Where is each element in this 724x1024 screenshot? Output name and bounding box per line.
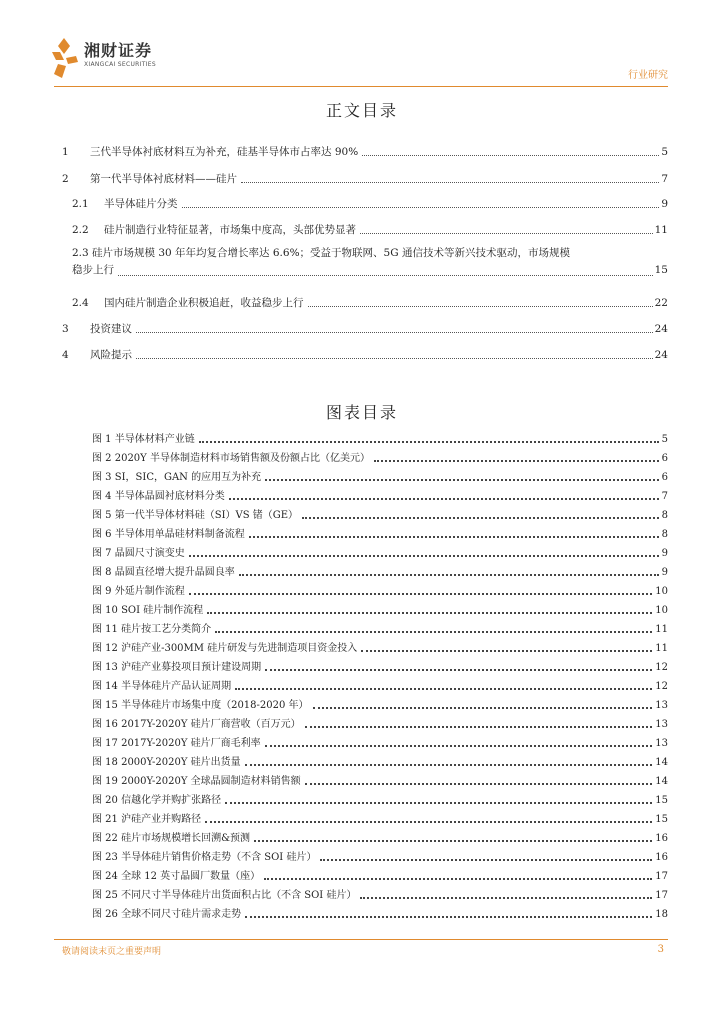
figure-item[interactable] [92, 846, 668, 865]
figure-label: 图 12 沪硅产业-300MM 硅片研发与先进制造项目资金投入 [92, 643, 358, 654]
figure-label: 图 5 第一代半导体材料硅（SI）VS 锗（GE） [92, 510, 299, 521]
toc-item[interactable] [62, 245, 668, 279]
toc-item-page: 11 [654, 224, 668, 236]
figure-item[interactable] [92, 523, 668, 542]
leader-dots [305, 726, 653, 728]
figure-item[interactable] [92, 808, 668, 827]
figure-item[interactable] [92, 732, 668, 751]
toc-item-number: 3 [62, 323, 69, 335]
toc-item[interactable] [62, 197, 668, 211]
figure-page: 13 [655, 719, 668, 730]
figure-label: 图 9 外延片制作流程 [92, 586, 185, 597]
figure-item[interactable] [92, 789, 668, 808]
figure-item[interactable] [92, 466, 668, 485]
figure-item[interactable] [92, 713, 668, 732]
figure-item[interactable] [92, 447, 668, 466]
figure-page: 14 [655, 757, 668, 768]
toc-item-title: 第一代半导体衬底材料——硅片 [90, 173, 237, 185]
figure-item[interactable] [92, 827, 668, 846]
figure-item[interactable] [92, 485, 668, 504]
toc-item-title: 半导体硅片分类 [104, 198, 178, 210]
toc-item-page: 5 [661, 146, 668, 158]
figure-page: 13 [655, 738, 668, 749]
figure-label: 图 7 晶圆尺寸演变史 [92, 548, 185, 559]
figure-page: 11 [655, 624, 668, 635]
toc-item[interactable] [62, 223, 668, 237]
toc-item[interactable] [62, 322, 668, 336]
toc-item-title: 国内硅片制造企业积极追赶，收益稳步上行 [104, 297, 304, 309]
toc-item[interactable] [62, 172, 668, 186]
figure-item[interactable] [92, 675, 668, 694]
leader-dots [254, 840, 652, 842]
figure-label: 图 8 晶圆直径增大提升晶圆良率 [92, 567, 235, 578]
figure-label: 图 23 半导体硅片销售价格走势（不含 SOI 硅片） [92, 852, 317, 863]
figure-page: 14 [655, 776, 668, 787]
leader-dots [245, 916, 652, 918]
figure-item[interactable] [92, 694, 668, 713]
toc-item[interactable] [62, 145, 668, 159]
figure-label: 图 24 全球 12 英寸晶圆厂数量（座） [92, 871, 261, 882]
figure-page: 8 [661, 529, 668, 540]
toc-item-number: 2.1 [72, 198, 89, 210]
figure-page: 17 [655, 871, 668, 882]
figure-page: 13 [655, 700, 668, 711]
toc-item-page: 9 [661, 198, 668, 210]
leader-dots [245, 764, 653, 766]
xiangcai-logo-icon [52, 38, 78, 78]
leader-dots [215, 631, 652, 633]
leader-dots [362, 155, 659, 156]
figure-label: 图 4 半导体晶圆衬底材料分类 [92, 491, 225, 502]
leader-dots [360, 233, 653, 234]
figure-label: 图 14 半导体硅片产品认证周期 [92, 681, 232, 692]
figure-page: 10 [655, 605, 668, 616]
leader-dots [313, 707, 653, 709]
leader-dots [265, 479, 659, 481]
figure-item[interactable] [92, 504, 668, 523]
figure-item[interactable] [92, 542, 668, 561]
figure-page: 15 [655, 795, 668, 806]
figure-page: 11 [655, 643, 668, 654]
toc-item-number: 2.2 [72, 224, 89, 236]
toc-heading: 正文目录 [325, 101, 398, 120]
figure-label: 图 22 硅片市场规模增长回溯&预测 [92, 833, 250, 844]
figure-label: 图 16 2017Y-2020Y 硅片厂商营收（百万元） [92, 719, 301, 730]
toc-item-page: 24 [654, 323, 668, 335]
figure-page: 18 [655, 909, 668, 920]
leader-dots [118, 275, 653, 276]
toc-item-page: 7 [661, 173, 668, 185]
leader-dots [361, 650, 652, 652]
figure-page: 9 [661, 567, 668, 578]
toc-item-page: 24 [654, 349, 668, 361]
leader-dots [302, 517, 659, 519]
figure-page: 16 [655, 833, 668, 844]
leader-dots [320, 859, 652, 861]
figure-label: 图 13 沪硅产业募投项目预计建设周期 [92, 662, 262, 673]
figure-label: 图 2 2020Y 半导体制造材料市场销售额及份额占比（亿美元） [92, 453, 370, 464]
toc-item-number: 2 [62, 173, 69, 185]
figure-item[interactable] [92, 599, 668, 618]
figure-item[interactable] [92, 637, 668, 656]
figure-page: 17 [655, 890, 668, 901]
leader-dots [265, 745, 653, 747]
toc-item-title-line1: 硅片市场规模 30 年年均复合增长率达 6.6%；受益于物联网、5G 通信技术等新兴技术驱动，市场规模 [92, 247, 570, 259]
figure-page: 16 [655, 852, 668, 863]
figure-label: 图 3 SI，SIC，GAN 的应用互为补充 [92, 472, 262, 483]
figure-label: 图 17 2017Y-2020Y 硅片厂商毛利率 [92, 738, 261, 749]
toc-item[interactable] [62, 296, 668, 310]
footer-disclaimer: 敬请阅读末页之重要声明 [62, 947, 162, 957]
leader-dots [235, 688, 652, 690]
leader-dots [249, 536, 659, 538]
leader-dots [241, 182, 659, 183]
report-category: 行业研究 [628, 70, 668, 81]
toc-item-number: 2.4 [72, 297, 89, 309]
leader-dots [182, 207, 660, 208]
leader-dots [374, 460, 659, 462]
toc-item-page: 15 [654, 264, 668, 276]
toc-item-title: 三代半导体衬底材料互为补充，硅基半导体市占率达 90% [90, 146, 359, 158]
page-number: 3 [657, 944, 664, 955]
leader-dots [207, 612, 652, 614]
toc-item-number: 1 [62, 146, 69, 158]
figure-item[interactable] [92, 580, 668, 599]
leader-dots [136, 332, 653, 333]
leader-dots [360, 897, 652, 899]
figure-page: 6 [661, 472, 668, 483]
figures-list [92, 428, 668, 922]
leader-dots [189, 555, 659, 557]
toc-item-title: 风险提示 [90, 349, 132, 361]
header-divider [54, 86, 668, 87]
figure-label: 图 21 沪硅产业并购路径 [92, 814, 202, 825]
toc-item-title: 硅片制造行业特征显著，市场集中度高，头部优势显著 [104, 224, 356, 236]
leader-dots [205, 821, 652, 823]
figure-item[interactable] [92, 770, 668, 789]
figures-heading: 图表目录 [325, 403, 398, 422]
figure-label: 图 15 半导体硅片市场集中度（2018-2020 年） [92, 700, 309, 711]
figure-label: 图 20 信越化学并购扩张路径 [92, 795, 222, 806]
figure-label: 图 10 SOI 硅片制作流程 [92, 605, 204, 616]
figure-label: 图 11 硅片按工艺分类简介 [92, 624, 212, 635]
leader-dots [239, 574, 659, 576]
figure-item[interactable] [92, 428, 668, 447]
brand [84, 42, 156, 69]
toc-item-page: 22 [654, 297, 668, 309]
figure-label: 图 25 不同尺寸半导体硅片出货面积占比（不含 SOI 硅片） [92, 890, 357, 901]
figure-item[interactable] [92, 884, 668, 903]
figure-page: 12 [655, 681, 668, 692]
figure-page: 15 [655, 814, 668, 825]
brand-name-cn: 湘财证券 [84, 41, 153, 60]
figure-page: 8 [661, 510, 668, 521]
leader-dots [199, 441, 659, 443]
figure-page: 5 [661, 434, 668, 445]
figure-item[interactable] [92, 656, 668, 675]
figure-page: 10 [655, 586, 668, 597]
toc-item-title: 投资建议 [90, 323, 132, 335]
figure-label: 图 18 2000Y-2020Y 硅片出货量 [92, 757, 241, 768]
toc-item-title-line2: 稳步上行 [72, 264, 114, 276]
figure-page: 9 [661, 548, 668, 559]
figure-item[interactable] [92, 903, 668, 922]
figure-item[interactable] [92, 865, 668, 884]
figure-item[interactable] [92, 561, 668, 580]
figure-label: 图 19 2000Y-2020Y 全球晶圆制造材料销售额 [92, 776, 301, 787]
leader-dots [305, 783, 653, 785]
figure-label: 图 26 全球不同尺寸硅片需求走势 [92, 909, 242, 920]
brand-name-en: XIANGCAI SECURITIES [84, 61, 156, 68]
leader-dots [225, 802, 652, 804]
toc-item[interactable] [62, 348, 668, 362]
toc-item-number: 4 [62, 349, 69, 361]
leader-dots [265, 669, 652, 671]
figure-item[interactable] [92, 751, 668, 770]
leader-dots [189, 593, 653, 595]
figure-label: 图 6 半导体用单晶硅材料制备流程 [92, 529, 245, 540]
page-header [0, 0, 724, 90]
toc-item-number: 2.3 [72, 247, 89, 259]
figure-item[interactable] [92, 618, 668, 637]
footer-divider [54, 939, 668, 940]
leader-dots [229, 498, 659, 500]
leader-dots [308, 306, 653, 307]
leader-dots [136, 358, 653, 359]
figure-page: 12 [655, 662, 668, 673]
figure-page: 6 [661, 453, 668, 464]
figure-page: 7 [661, 491, 668, 502]
figure-label: 图 1 半导体材料产业链 [92, 434, 195, 445]
leader-dots [264, 878, 652, 880]
